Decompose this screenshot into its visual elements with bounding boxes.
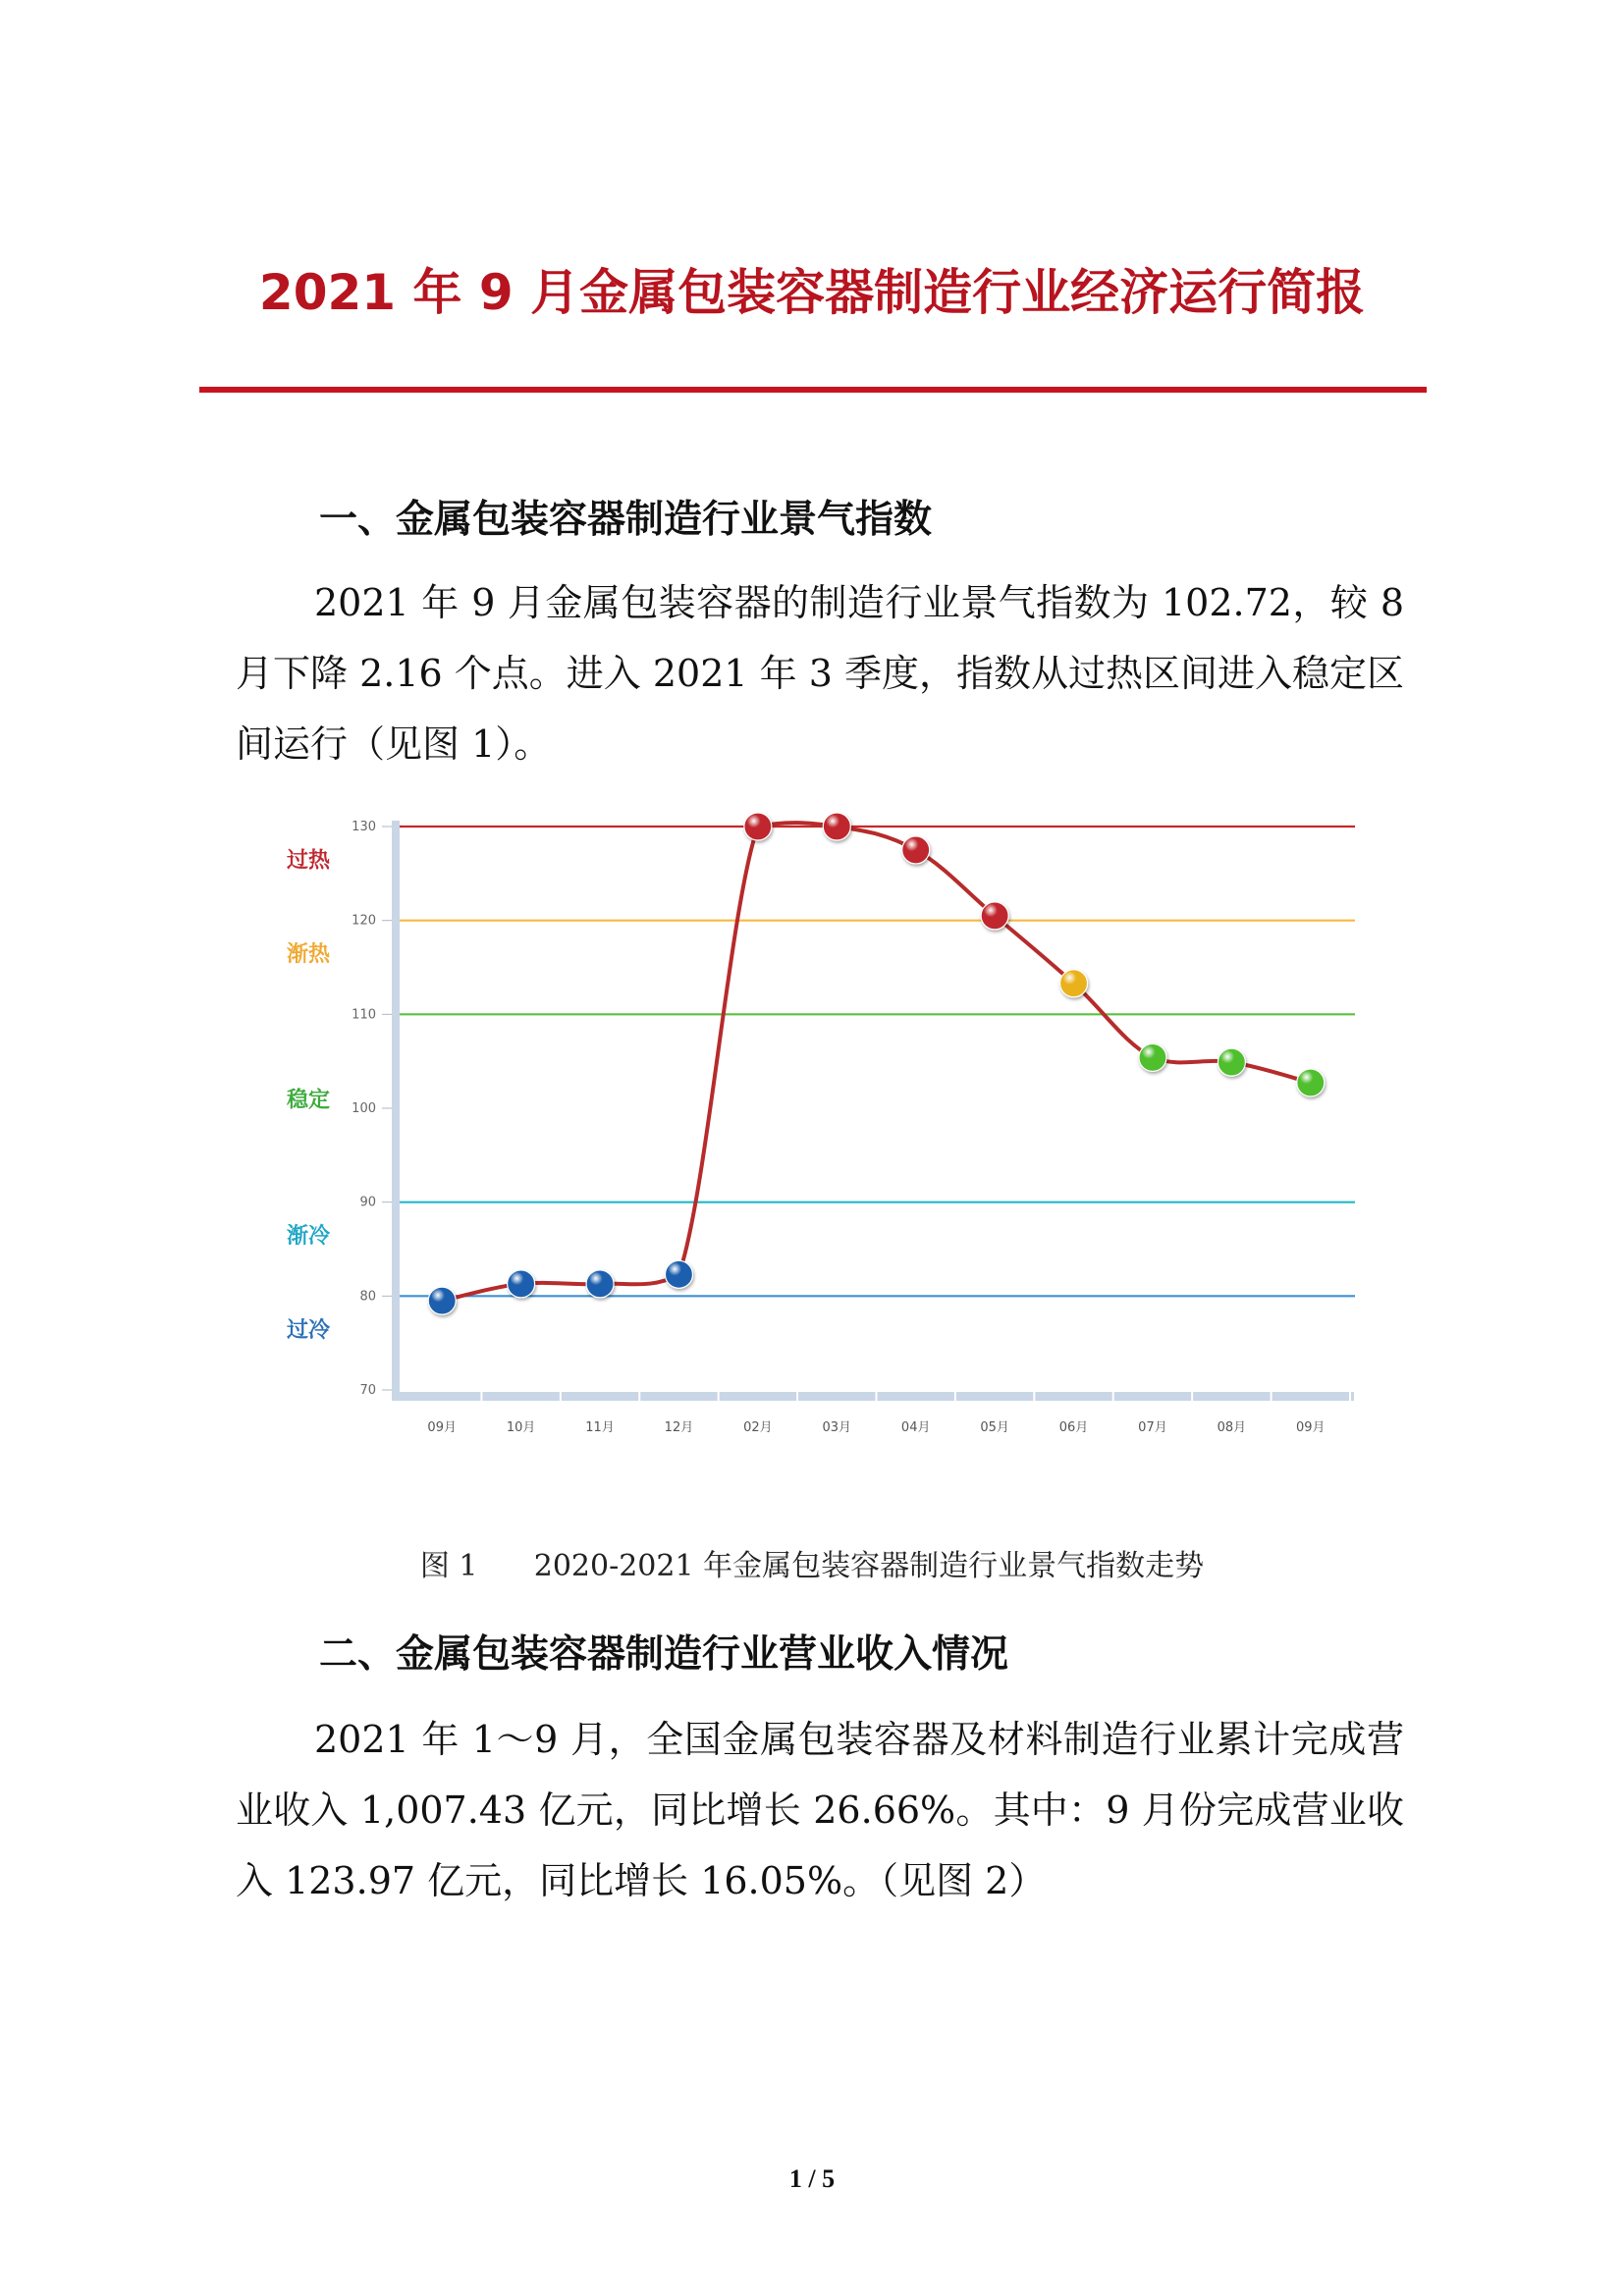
title-divider xyxy=(199,387,1427,393)
y-tick-label: 70 xyxy=(359,1383,376,1398)
data-point xyxy=(1297,1069,1325,1096)
zone-label: 过冷 xyxy=(287,1317,331,1343)
page-number: 1 / 5 xyxy=(788,2164,836,2193)
index-series-line xyxy=(442,823,1311,1301)
x-tick-label: 09月 xyxy=(1296,1420,1326,1435)
y-tick-label: 80 xyxy=(359,1289,376,1305)
y-tick-label: 130 xyxy=(352,820,376,834)
data-point xyxy=(981,902,1008,930)
data-point xyxy=(508,1270,535,1298)
section-2-heading: 二、金属包装容器制造行业营业收入情况 xyxy=(319,1631,1009,1677)
zone-label: 稳定 xyxy=(287,1088,331,1113)
data-point xyxy=(665,1260,692,1288)
data-point xyxy=(744,813,772,840)
x-tick-label: 11月 xyxy=(585,1420,615,1435)
data-point xyxy=(1060,970,1088,997)
figure-1-title: 2020-2021 年金属包装容器制造行业景气指数走势 xyxy=(533,1549,1205,1583)
figure-1-caption xyxy=(0,1541,1624,1584)
data-point xyxy=(586,1270,614,1298)
section-1-paragraph: 2021 年 9 月金属包装容器的制造行业景气指数为 102.72，较 8 月下降 2.16 个点。进入 2021 年 3 季度，指数从过热区间进入稳定区间运行（见图 1）。 xyxy=(236,581,1404,766)
y-tick-label: 120 xyxy=(352,913,376,929)
x-tick-label: 12月 xyxy=(664,1420,694,1435)
x-tick-label: 06月 xyxy=(1058,1420,1089,1435)
y-tick-label: 110 xyxy=(352,1007,376,1023)
x-tick-label: 05月 xyxy=(980,1420,1009,1435)
data-point xyxy=(902,836,930,864)
figure-1-number: 图 1 xyxy=(419,1549,478,1583)
y-tick-label: 90 xyxy=(359,1195,376,1210)
zone-label: 渐冷 xyxy=(287,1224,331,1250)
x-tick-label: 02月 xyxy=(743,1420,773,1435)
x-tick-label: 10月 xyxy=(506,1420,536,1435)
data-point xyxy=(1218,1048,1245,1076)
section-1-heading: 一、金属包装容器制造行业景气指数 xyxy=(319,497,933,542)
page-title: 2021 年 9 月金属包装容器制造行业经济运行简报 xyxy=(258,264,1366,321)
y-axis-bar xyxy=(392,821,400,1396)
zone-label: 过热 xyxy=(287,848,331,874)
zone-label: 渐热 xyxy=(287,942,331,968)
y-tick-label: 100 xyxy=(352,1101,376,1116)
x-tick-label: 09月 xyxy=(427,1420,457,1435)
data-point xyxy=(428,1287,456,1314)
data-point xyxy=(1139,1043,1166,1071)
x-tick-label: 07月 xyxy=(1138,1420,1167,1435)
x-tick-label: 04月 xyxy=(900,1420,931,1435)
x-tick-label: 08月 xyxy=(1217,1420,1247,1435)
data-point xyxy=(823,813,850,840)
business-climate-index-chart xyxy=(275,805,1365,1453)
x-tick-label: 03月 xyxy=(822,1420,852,1435)
section-2-paragraph: 2021 年 1～9 月，全国金属包装容器及材料制造行业累计完成营业收入 1,007.43 亿元，同比增长 26.66%。其中：9 月份完成营业收入 123.97 亿元，同比增长 16.05%。（见图 2） xyxy=(236,1718,1404,1902)
x-axis-bar xyxy=(392,1392,1354,1401)
